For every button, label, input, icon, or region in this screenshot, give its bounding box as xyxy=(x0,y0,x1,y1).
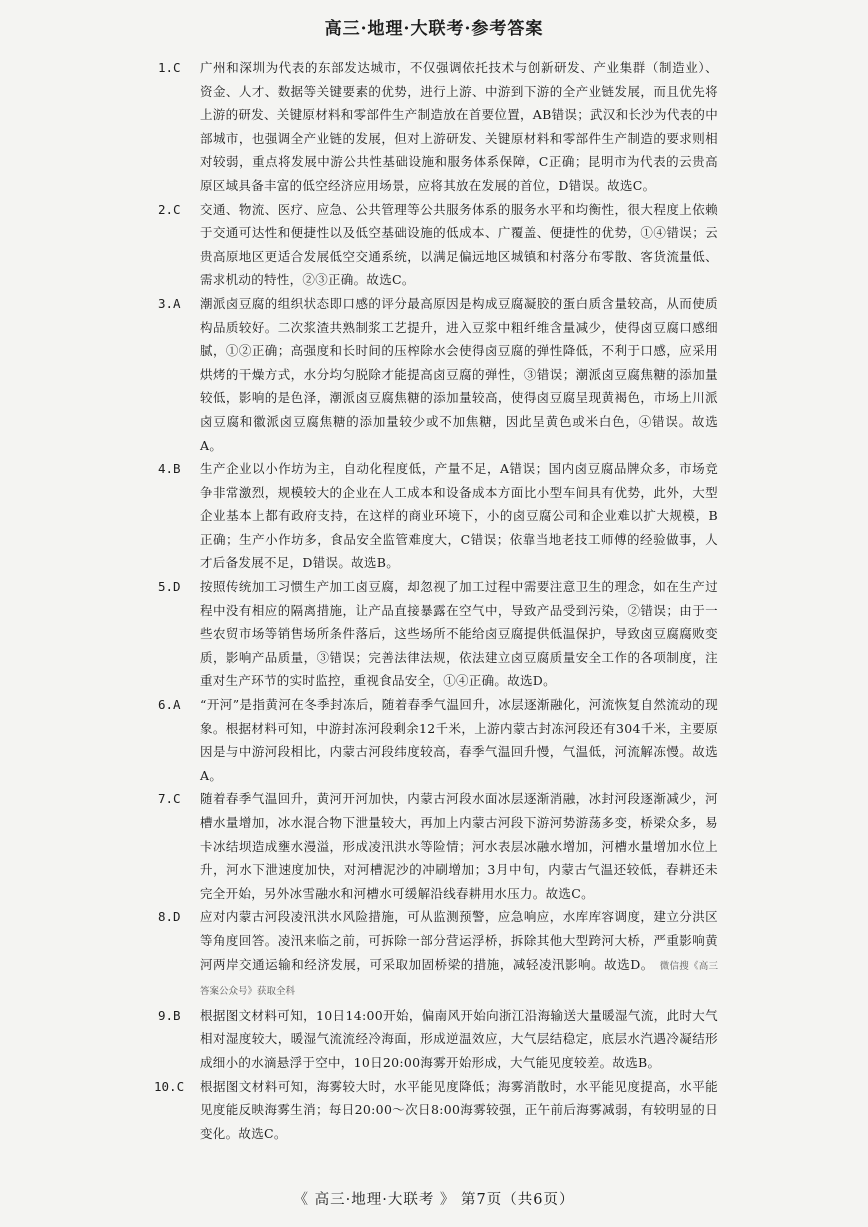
answer-text: 交通、物流、医疗、应急、公共管理等公共服务体系的服务水平和均衡性，很大程度上依赖于交通可达性和便捷性以及低空基础设施的低成本、广覆盖、便捷性的优势，①④错误；云贵高原地区更适合发展低空交通系统，以满足偏远地区城镇和村落分布零散、客货流量低、需求机动的特性，②③正确。故选C。 xyxy=(200,201,718,288)
answer-number: 4.B xyxy=(158,461,181,477)
answer-number: 2.C xyxy=(158,201,181,217)
answer-text: 根据图文材料可知，海雾较大时，水平能见度降低；海雾消散时，水平能见度提高，水平能见度能反映海雾生消；每日20:00～次日8:00海雾较强，正午前后海雾减弱，有较明显的日变化。故选C。 xyxy=(200,1078,718,1141)
answer-text: “开河”是指黄河在冬季封冻后，随着春季气温回升，冰层逐渐融化，河流恢复自然流动的现象。根据材料可知，中游封冻河段剩余12千米，上游内蒙古封冻河段还有304千米，主要原因是与中游河段相比，内蒙古河段纬度较高，春季气温回升慢，气温低，河流解冻慢。故选A。 xyxy=(200,697,718,783)
answer-item xyxy=(158,457,718,575)
answer-text: 随着春季气温回升，黄河开河加快，内蒙古河段水面冰层逐渐消融，冰封河段逐渐减少，河槽水量增加，冰水混合物下泄量较大，再加上内蒙古河段下游河势游荡多变，桥梁众多，易卡冰结坝造成壅水漫溢，形成凌汛洪水等险情；河水表层冰融水增加，河槽水量增加水位上升，河水下泄速度加快，对河槽泥沙的冲刷增加；3月中旬，内蒙古气温还较低，春耕还未完全开始，另外冰雪融水和河槽水可缓解沿线春耕用水压力。故选C。 xyxy=(200,791,718,901)
answer-text: 生产企业以小作坊为主，自动化程度低，产量不足，A错误；国内卤豆腐品牌众多，市场竞争非常激烈，规模较大的企业在人工成本和设备成本方面比小型车间具有优势，此外，大型企业基本上都有政府支持，在这样的商业环境下，小的卤豆腐公司和企业难以扩大规模，B正确；生产小作坊多，食品安全监管难度大，C错误；依靠当地老技工师傅的经验做事，人才后备发展不足，D错误。故选B。 xyxy=(200,461,718,571)
answer-item xyxy=(154,1075,718,1146)
answer-number: 7.C xyxy=(158,791,181,807)
answer-item xyxy=(158,56,718,198)
watermark-note: 微信搜《高三答案公众号》获取全科 xyxy=(200,960,718,998)
answer-text: 根据图文材料可知，10日14:00开始，偏南风开始向浙江沿海输送大量暖湿气流，此时大气相对湿度较大，暖湿气流流经冷海面，形成逆温效应，大气层结稳定，底层水汽遇冷凝结形成细小的水滴悬浮于空中，10日20:00海雾开始形成，大气能见度较差。故选B。 xyxy=(200,1007,718,1070)
page-title: 高三·地理·大联考·参考答案 xyxy=(324,19,544,39)
answer-item xyxy=(158,198,718,292)
answer-number: 9.B xyxy=(158,1007,181,1023)
answer-text: 广州和深圳为代表的东部发达城市，不仅强调依托技术与创新研发、产业集群（制造业）、资金、人才、数据等关键要素的优势，进行上游、中游到下游的全产业链发展，而且优先将上游的研发、关键原材料和零部件生产制造放在首要位置，AB错误；武汉和长沙为代表的中部城市，也强调全产业链的发展，但对上游研发、关键原材料和零部件生产制造的要求则相对较弱，重点将发展中游公共性基础设施和服务体系保障，C正确；昆明市为代表的云贵高原区域具备丰富的低空经济应用场景，应将其放在发展的首位，D错误。故选C。 xyxy=(200,60,719,193)
answer-text: 应对内蒙古河段凌汛洪水风险措施，可从监测预警，应急响应，水库库容调度，建立分洪区等角度回答。凌汛来临之前，可拆除一部分营运浮桥，拆除其他大型跨河大桥，严重影响黄河两岸交通运输和经济发展，可采取加固桥梁的措施，减轻凌汛影响。故选D。 xyxy=(200,909,718,972)
answer-item xyxy=(158,1004,718,1075)
answer-number: 6.A xyxy=(158,697,181,713)
answer-list xyxy=(154,56,719,1145)
answer-item xyxy=(158,693,718,787)
answer-number: 5.D xyxy=(158,579,181,595)
answer-number: 3.A xyxy=(158,295,181,311)
answer-text: 潮派卤豆腐的组织状态即口感的评分最高原因是构成豆腐凝胶的蛋白质含量较高，从而使质构品质较好。二次浆渣共熟制浆工艺提升，进入豆浆中粗纤维含量减少，使得卤豆腐口感细腻，①②正确；高强度和长时间的压榨除水会使得卤豆腐的弹性降低，不利于口感，应采用烘烤的干燥方式，水分均匀脱除才能提高卤豆腐的弹性，③错误；潮派卤豆腐焦糖的添加量较低，影响的是色泽，潮派卤豆腐焦糖的添加量较高，使得卤豆腐呈现黄褐色，市场上川派卤豆腐和徽派卤豆腐焦糖的添加量较少或不加焦糖，因此呈黄色或米白色，④错误。故选A。 xyxy=(200,295,718,453)
page-footer: 《 高三·地理·大联考 》 第7页（共6页） xyxy=(293,1192,575,1208)
answer-item xyxy=(158,292,718,457)
answer-number: 8.D xyxy=(158,909,181,925)
answer-text: 按照传统加工习惯生产加工卤豆腐，却忽视了加工过程中需要注意卫生的理念，如在生产过程中没有相应的隔离措施，让产品直接暴露在空气中，导致产品受到污染，②错误；由于一些农贸市场等销售场所条件落后，这些场所不能给卤豆腐提供低温保护，导致卤豆腐腐败变质，影响产品质量，③错误；完善法律法规，依法建立卤豆腐质量安全工作的各项制度，注重对生产环节的实时监控，重视食品安全，①④正确。故选D。 xyxy=(200,579,718,689)
answer-text-container xyxy=(200,905,718,1003)
answer-item xyxy=(158,575,718,693)
answer-item xyxy=(158,787,718,905)
answer-number: 10.C xyxy=(154,1078,185,1094)
answer-item xyxy=(158,905,718,1003)
answer-number: 1.C xyxy=(158,60,181,75)
